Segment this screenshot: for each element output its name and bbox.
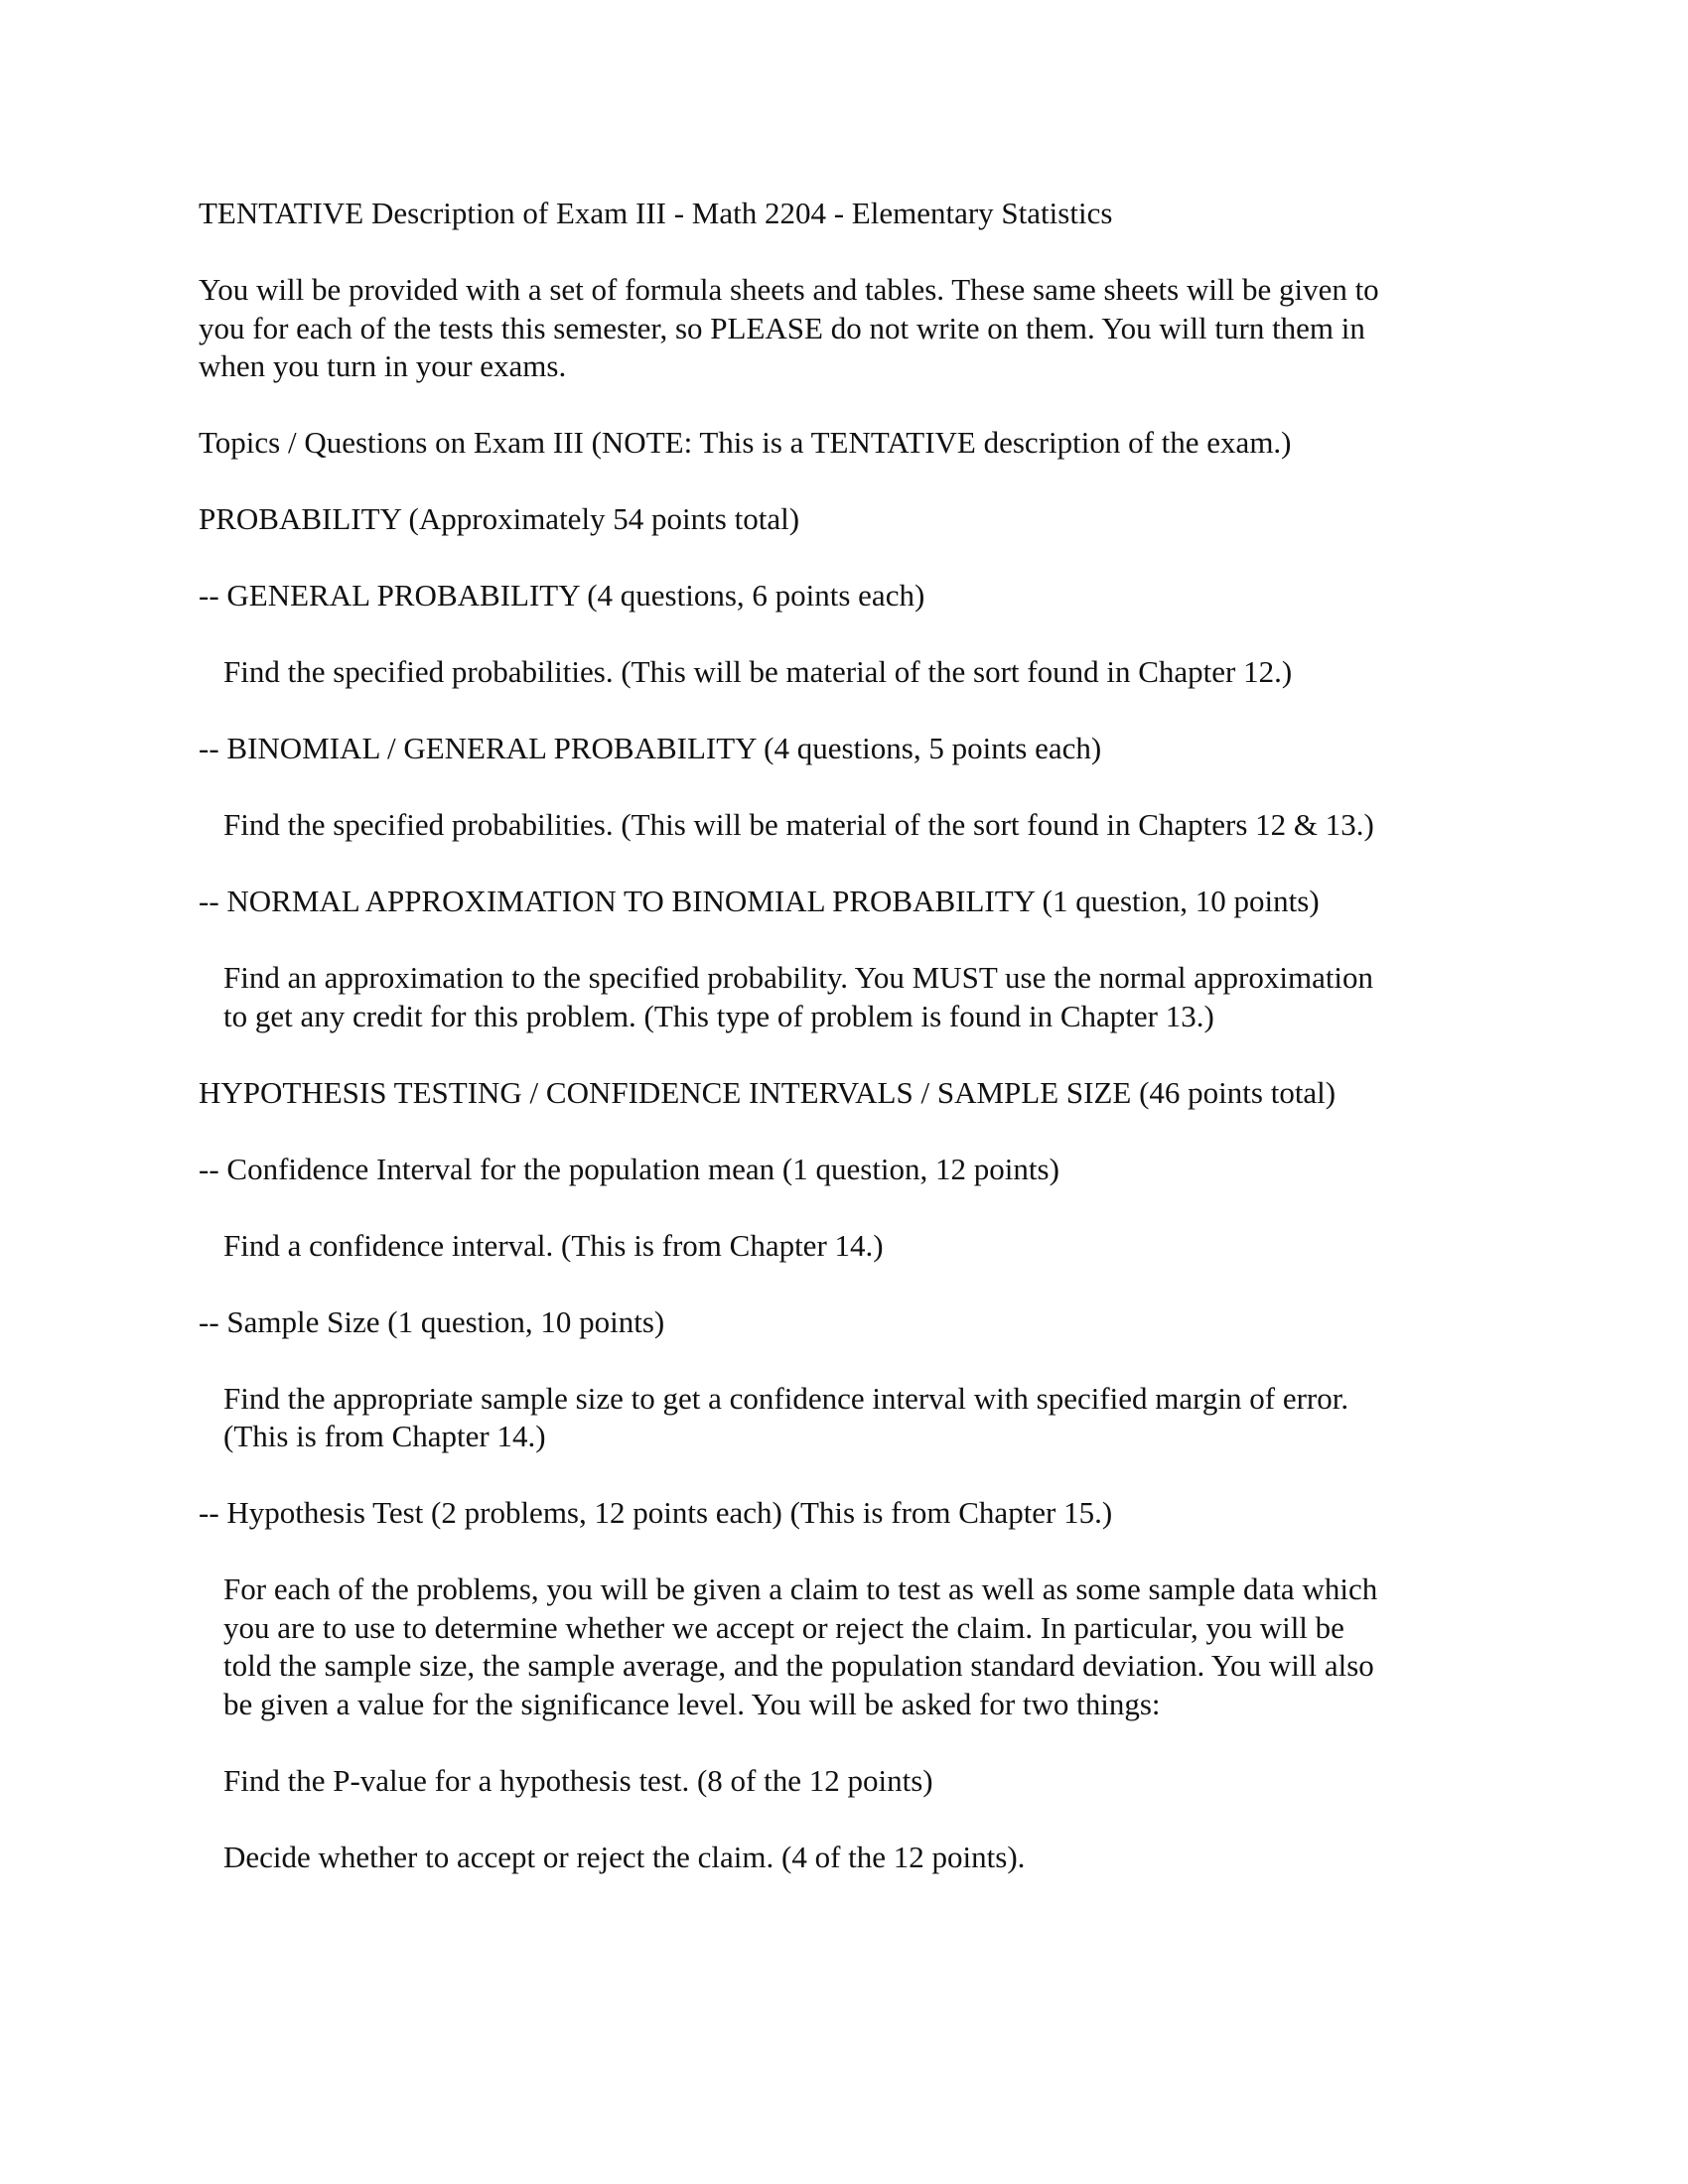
normal-approximation-heading: -- NORMAL APPROXIMATION TO BINOMIAL PROBABILITY (1 question, 10 points) bbox=[199, 884, 1320, 918]
document-page bbox=[199, 195, 1489, 1915]
topics-line: Topics / Questions on Exam III (NOTE: This is a TENTATIVE description of the exam.) bbox=[199, 425, 1292, 460]
detail-line: (This is from Chapter 14.) bbox=[223, 1419, 546, 1453]
probability-heading: PROBABILITY (Approximately 54 points total) bbox=[199, 501, 800, 536]
binomial-probability-heading: -- BINOMIAL / GENERAL PROBABILITY (4 questions, 5 points each) bbox=[199, 731, 1102, 765]
hypothesis-heading: HYPOTHESIS TESTING / CONFIDENCE INTERVALS / SAMPLE SIZE (46 points total) bbox=[199, 1074, 1336, 1110]
detail-line: told the sample size, the sample average, and the population standard deviation. You will also bbox=[223, 1648, 1374, 1683]
normal-approximation-detail bbox=[199, 959, 1489, 1035]
confidence-interval-detail: Find a confidence interval. (This is from Chapter 14.) bbox=[223, 1227, 884, 1263]
detail-line: Find the appropriate sample size to get a confidence interval with specified margin of error. bbox=[223, 1380, 1349, 1416]
intro-paragraph bbox=[199, 271, 1489, 386]
detail-line: you are to use to determine whether we accept or reject the claim. In particular, you will be bbox=[223, 1609, 1344, 1645]
intro-line: when you turn in your exams. bbox=[199, 348, 567, 383]
general-probability-heading: -- GENERAL PROBABILITY (4 questions, 6 points each) bbox=[199, 578, 925, 613]
binomial-probability-detail: Find the specified probabilities. (This will be material of the sort found in Chapters 12 & 13.) bbox=[223, 807, 1374, 842]
detail-line: For each of the problems, you will be given a claim to test as well as some sample data which bbox=[223, 1571, 1378, 1606]
sample-size-heading: -- Sample Size (1 question, 10 points) bbox=[199, 1303, 665, 1339]
hypothesis-test-heading: -- Hypothesis Test (2 problems, 12 points each) (This is from Chapter 15.) bbox=[199, 1495, 1113, 1530]
sample-size-detail bbox=[199, 1380, 1489, 1456]
p-value-item: Find the P-value for a hypothesis test. (8 of the 12 points) bbox=[223, 1762, 933, 1798]
detail-line: Find an approximation to the specified probability. You MUST use the normal approximation bbox=[223, 960, 1374, 995]
detail-line: be given a value for the significance level. You will be asked for two things: bbox=[223, 1686, 1161, 1721]
document-title: TENTATIVE Description of Exam III - Math 2204 - Elementary Statistics bbox=[199, 196, 1113, 230]
hypothesis-test-detail bbox=[199, 1570, 1489, 1723]
intro-line: You will be provided with a set of formula sheets and tables. These same sheets will be given to bbox=[199, 272, 1379, 307]
confidence-interval-heading: -- Confidence Interval for the population mean (1 question, 12 points) bbox=[199, 1151, 1059, 1186]
decide-item: Decide whether to accept or reject the claim. (4 of the 12 points). bbox=[223, 1839, 1026, 1874]
general-probability-detail: Find the specified probabilities. (This will be material of the sort found in Chapter 12.) bbox=[223, 654, 1293, 689]
intro-line: you for each of the tests this semester, so PLEASE do not write on them. You will turn them in bbox=[199, 310, 1365, 345]
detail-line: to get any credit for this problem. (This type of problem is found in Chapter 13.) bbox=[223, 998, 1214, 1033]
